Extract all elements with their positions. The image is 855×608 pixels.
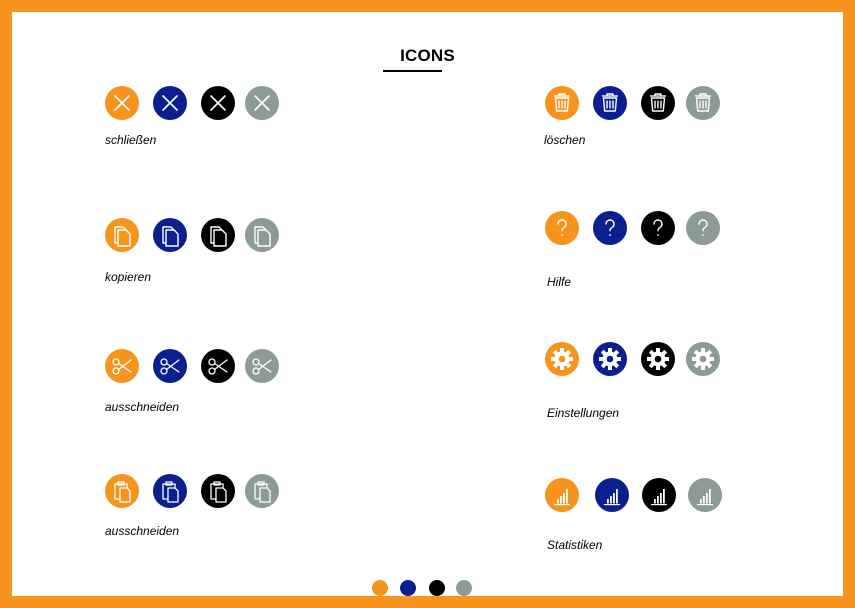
settings-label: Einstellungen: [547, 406, 620, 420]
delete-label: löschen: [544, 133, 586, 147]
cut-icon-row: [105, 349, 305, 387]
scissors-icon[interactable]: [245, 349, 279, 383]
swatch-black: [429, 580, 445, 596]
close-icon[interactable]: [201, 86, 235, 120]
paste-icon-row: [105, 474, 305, 512]
trash-icon[interactable]: [545, 86, 579, 120]
question-icon[interactable]: [641, 211, 675, 245]
clipboard-icon[interactable]: [153, 474, 187, 508]
help-icon-row: [545, 211, 745, 249]
cut-group: [105, 349, 305, 429]
copy-label: kopieren: [105, 270, 152, 284]
swatch-blue: [400, 580, 416, 596]
delete-icon-row: [545, 86, 745, 124]
help-group: [545, 211, 745, 291]
settings-icon-row: [545, 342, 745, 380]
bar-chart-icon[interactable]: [642, 478, 676, 512]
scissors-icon[interactable]: [201, 349, 235, 383]
gear-icon[interactable]: [593, 342, 627, 376]
copy-icon[interactable]: [245, 218, 279, 252]
title-underline: [383, 70, 442, 72]
swatch-orange: [372, 580, 388, 596]
copy-icon[interactable]: [105, 218, 139, 252]
question-icon[interactable]: [593, 211, 627, 245]
swatch-gray: [456, 580, 472, 596]
close-icon-row: [105, 86, 305, 124]
clipboard-icon[interactable]: [201, 474, 235, 508]
copy-icon[interactable]: [153, 218, 187, 252]
close-group: [105, 86, 305, 166]
stats-label: Statistiken: [547, 538, 603, 552]
paste-group: [105, 474, 305, 554]
clipboard-icon[interactable]: [105, 474, 139, 508]
question-icon[interactable]: [686, 211, 720, 245]
close-label: schließen: [105, 133, 157, 147]
stats-group: [545, 478, 745, 558]
delete-group: [545, 86, 745, 166]
settings-group: [545, 342, 745, 422]
close-icon[interactable]: [245, 86, 279, 120]
copy-icon-row: [105, 218, 305, 256]
bar-chart-icon[interactable]: [595, 478, 629, 512]
copy-group: [105, 218, 305, 298]
icon-sheet: [12, 12, 843, 596]
scissors-icon[interactable]: [153, 349, 187, 383]
help-label: Hilfe: [547, 275, 572, 289]
trash-icon[interactable]: [686, 86, 720, 120]
paste-label: ausschneiden: [105, 524, 180, 538]
stats-icon-row: [545, 478, 745, 516]
trash-icon[interactable]: [641, 86, 675, 120]
gear-icon[interactable]: [641, 342, 675, 376]
bar-chart-icon[interactable]: [688, 478, 722, 512]
scissors-icon[interactable]: [105, 349, 139, 383]
question-icon[interactable]: [545, 211, 579, 245]
gear-icon[interactable]: [545, 342, 579, 376]
cut-label: ausschneiden: [105, 400, 180, 414]
clipboard-icon[interactable]: [245, 474, 279, 508]
trash-icon[interactable]: [593, 86, 627, 120]
gear-icon[interactable]: [686, 342, 720, 376]
close-icon[interactable]: [105, 86, 139, 120]
close-icon[interactable]: [153, 86, 187, 120]
page-title: ICONS: [400, 46, 455, 65]
copy-icon[interactable]: [201, 218, 235, 252]
bar-chart-icon[interactable]: [545, 478, 579, 512]
